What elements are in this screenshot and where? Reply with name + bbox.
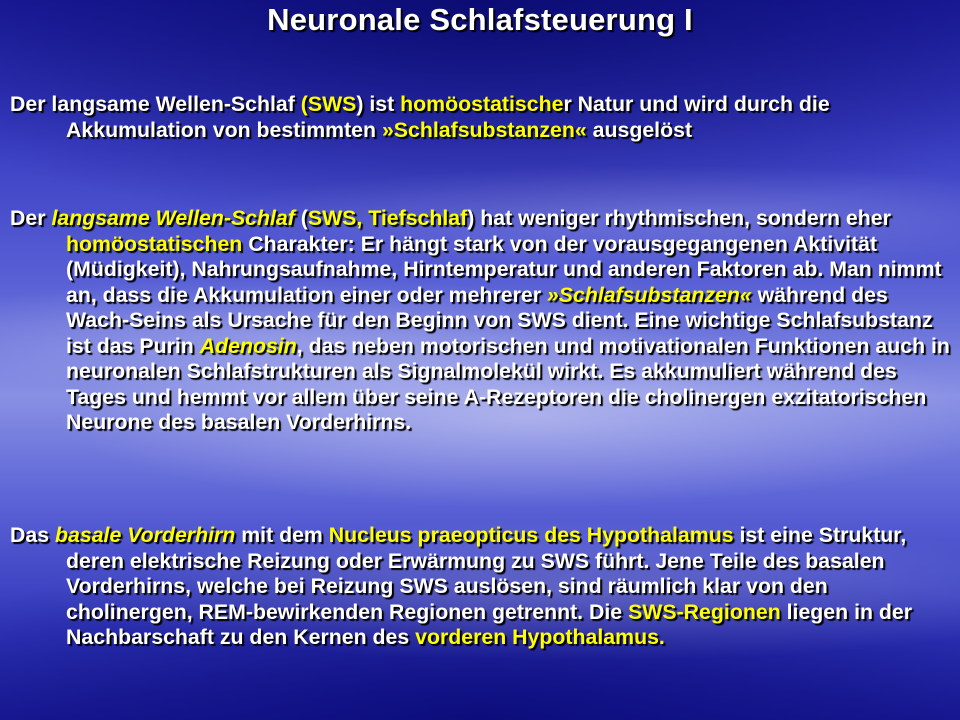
highlight-run: homöostatischen xyxy=(66,231,243,256)
text-run: liegen in der Nachbarschaft zu den Kernen des xyxy=(66,599,913,649)
highlight-run: SWS, Tiefschlaf xyxy=(307,206,468,230)
text-run: Das xyxy=(10,523,55,547)
text-run: ) ist xyxy=(356,92,401,116)
slide-title: Neuronale Schlafsteuerung I xyxy=(267,2,693,37)
highlight-run: homöostatische xyxy=(400,92,564,116)
text-run: mit dem xyxy=(235,523,329,547)
text-run: r Natur und wird durch die Akkumulation von bestimmten xyxy=(66,92,830,142)
highlight-run: »Schlafsubstanzen« xyxy=(546,282,752,307)
text-run: ) hat weniger rhythmischen, sondern eher xyxy=(467,206,891,230)
paragraph-sws-homeostatic xyxy=(10,92,955,143)
highlight-run: langsame Wellen-Schlaf xyxy=(51,206,295,230)
highlight-run: (SWS xyxy=(300,92,357,116)
text-run: ausgelöst xyxy=(586,117,693,142)
paragraph-sws-adenosin xyxy=(10,206,955,436)
paragraph-basal-forebrain xyxy=(10,523,955,651)
text-run: ( xyxy=(294,206,308,230)
text-run: ist eine Struktur, deren elektrische Reizung oder Erwärmung zu SWS führt. Jene Teile des basalen Vorderhirns, welche bei Reizung SWS auslösen, sind räumlich klar von den cholinergen, REM-bewirkenden Regionen getrennt. Die xyxy=(66,523,907,624)
highlight-run: Nucleus praeopticus des Hypothalamus xyxy=(328,523,734,547)
text-run: während des Wach-Seins als Ursache für den Beginn von SWS dient. Eine wichtige Schlafsubstanz ist das Purin xyxy=(66,282,933,358)
text-run: Charakter: Er hängt stark von der vorausgegangenen Aktivität (Müdigkeit), Nahrungsaufnahme, Hirntemperatur und anderen Faktoren ab. Man nimmt an, dass die Akkumulation einer oder mehrerer xyxy=(66,231,942,307)
highlight-run: Adenosin xyxy=(199,333,297,358)
text-run: Der langsame Wellen-Schlaf xyxy=(10,92,301,116)
highlight-run: vorderen Hypothalamus. xyxy=(415,625,665,649)
highlight-run: basale Vorderhirn xyxy=(55,523,236,547)
highlight-run: SWS-Regionen xyxy=(628,599,781,624)
text-run: Der xyxy=(10,206,52,230)
text-run: , das neben motorischen und motivationalen Funktionen auch in neuronalen Schlafstrukturen als Signalmolekül wirkt. Es akkumuliert während des Tages und hemmt vor allem über seine A-Rezeptoren die cholinergen exzitatorischen Neurone des basalen Vorderhirns. xyxy=(66,333,950,434)
highlight-run: »Schlafsubstanzen« xyxy=(381,117,587,142)
